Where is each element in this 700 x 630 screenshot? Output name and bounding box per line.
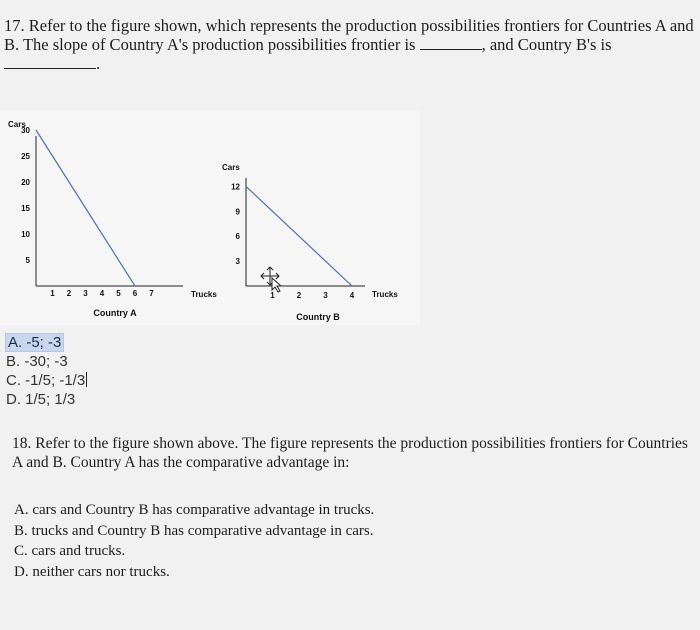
chart-country-b-y-tick-2: 9 <box>235 207 240 217</box>
chart-country-b-x-tick-1: 2 <box>296 291 302 300</box>
chart-country-a-y-tick-1: 10 <box>21 230 30 239</box>
q17-choice-a-label: A. -5; -3 <box>8 334 62 351</box>
q17-answer-blank-b <box>4 68 96 69</box>
chart-country-a-y-tick-4: 25 <box>21 152 30 161</box>
q17-text-part1: 17. Refer to the figure shown, which represents the production possibilities frontiers for Countries A and B. The slope of Country A's production possibilities frontier is <box>4 16 694 54</box>
chart-a-y-axis-label: Cars <box>8 120 26 129</box>
q17-choice-b-label: B. -30; -3 <box>6 353 68 370</box>
chart-b-y-axis-label: Cars <box>222 163 240 172</box>
chart-a-title: Country A <box>93 308 137 318</box>
q17-text-part3: . <box>96 54 101 73</box>
chart-country-a-x-tick-0: 1 <box>50 289 55 298</box>
chart-country-a-x-tick-6: 7 <box>149 289 154 298</box>
q18-choice-c[interactable] <box>14 541 374 562</box>
chart-country-a-x-tick-4: 5 <box>116 289 121 298</box>
chart-country-a-y-tick-2: 15 <box>21 204 30 213</box>
q18-choice-d-label: D. neither cars nor trucks. <box>14 563 170 580</box>
q18-text: 18. Refer to the figure shown above. The figure represents the production possibilities frontiers for Countries A and B. Country A has the comparative advantage in: <box>12 435 688 471</box>
ppf-figure <box>0 110 420 325</box>
q18-choice-b-label: B. trucks and Country B has comparative advantage in cars. <box>14 522 374 539</box>
chart-country-a-x-tick-1: 2 <box>66 289 72 298</box>
chart-country-b-y-tick-0: 3 <box>235 257 240 267</box>
q17-choice-d-label: D. 1/5; 1/3 <box>6 391 76 408</box>
chart-country-a-x-tick-5: 6 <box>132 289 138 298</box>
q17-text-part2: , and Country B's is <box>481 35 612 54</box>
q17-choices <box>6 333 87 409</box>
chart-b-x-axis-label: Trucks <box>372 290 398 299</box>
chart-country-b-x-tick-3: 4 <box>349 291 355 300</box>
q18-choices <box>14 500 374 582</box>
move-cursor-icon <box>261 267 281 292</box>
chart-a-ppf-line <box>36 130 135 286</box>
chart-b-title: Country B <box>296 312 340 322</box>
chart-b-ppf-line <box>246 186 352 286</box>
ppf-charts <box>0 110 420 325</box>
q18-choice-d[interactable] <box>14 562 374 583</box>
q17-choice-c-label: C. -1/5; -1/3 <box>6 372 86 389</box>
q17-choice-b[interactable] <box>6 352 87 371</box>
chart-country-a-y-tick-0: 5 <box>25 256 30 265</box>
q18-choice-c-label: C. cars and trucks. <box>14 543 126 559</box>
q18-choice-b[interactable] <box>14 521 374 542</box>
chart-country-b-x-tick-0: 1 <box>270 291 275 300</box>
chart-country-a-y-tick-3: 20 <box>21 178 30 187</box>
question-17 <box>4 16 694 73</box>
q17-choice-c[interactable] <box>6 371 87 390</box>
q17-choice-d[interactable] <box>6 390 87 409</box>
chart-country-a <box>8 120 217 318</box>
chart-country-b <box>222 163 398 322</box>
chart-country-b-y-tick-1: 6 <box>235 232 240 242</box>
chart-country-b-y-tick-3: 12 <box>231 182 240 192</box>
chart-country-b-x-tick-2: 3 <box>323 291 328 300</box>
chart-country-a-x-tick-2: 3 <box>83 289 88 298</box>
q17-answer-blank-a <box>420 49 482 50</box>
q18-choice-a-label: A. cars and Country B has comparative advantage in trucks. <box>14 502 375 518</box>
q17-choice-a[interactable] <box>6 333 87 352</box>
chart-a-x-axis-label: Trucks <box>191 290 217 299</box>
text-caret <box>86 372 87 387</box>
chart-country-a-y-tick-5: 30 <box>21 126 30 135</box>
q18-choice-a[interactable] <box>14 500 374 521</box>
chart-country-a-x-tick-3: 4 <box>99 289 105 298</box>
question-18 <box>12 434 692 472</box>
